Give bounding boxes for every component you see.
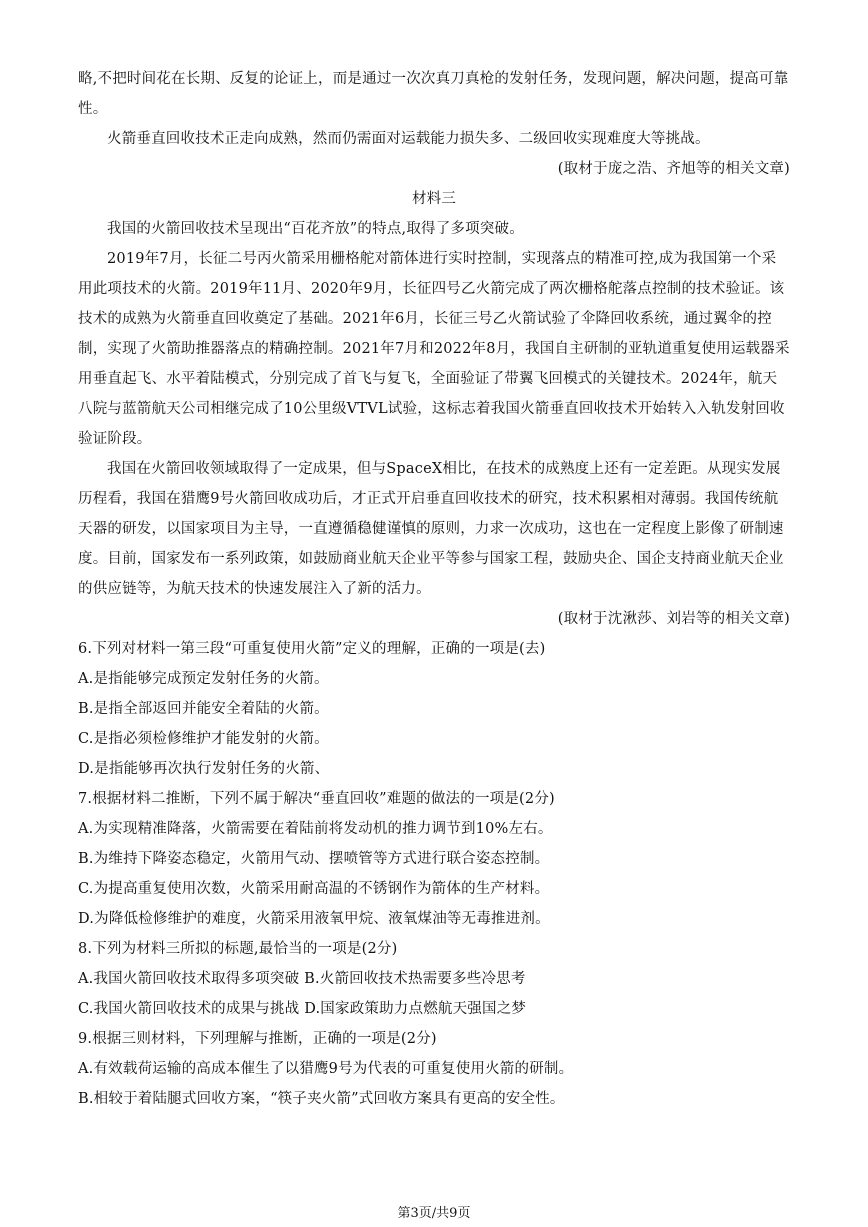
material2-conclusion: 火箭垂直回收技术正走向成熟，然而仍需面对运载能力损失多、二级回收实现难度大等挑战。 (107, 131, 710, 147)
question-8-options-ab: A.我国火箭回收技术取得多项突破 B.火箭回收技术热需要多些冷思考 (78, 971, 526, 987)
material3-paragraph: 我国的火箭回收技术呈现出“百花齐放”的特点,取得了多项突破。 (107, 221, 524, 237)
material3-paragraph: 我国在火箭回收领域取得了一定成果，但与SpaceX相比，在技术的成熟度上还有一定差距。从现实发展历程看，我国在猎鹰9号火箭回收成功后，才正式开启垂直回收技术的研究，技术积累相对薄弱。我国传统航天器的研发，以国家项目为主导，一直遵循稳健谨慎的原则，力求一次成功，这也在一定程度上影像了研制速度。目前，国家发布一系列政策，如鼓励商业航天企业平等参与国家工程，鼓励央企、国企支持商业航天企业的供应链等，为航天技术的快速发展注入了新的活力。 (78, 461, 784, 597)
page-content (78, 64, 790, 1114)
question-7-option-d: D.为降低检修维护的难度，火箭采用液氧甲烷、液氧煤油等无毒推进剂。 (78, 911, 550, 927)
question-7-option-c: C.为提高重复使用次数，火箭采用耐高温的不锈钢作为箭体的生产材料。 (78, 881, 550, 897)
question-8-stem: 8.下列为材料三所拟的标题,最恰当的一项是(2分) (78, 941, 398, 957)
question-7-option-b: B.为维持下降姿态稳定，火箭用气动、摆喷管等方式进行联合姿态控制。 (78, 851, 550, 867)
material3-paragraph: 2019年7月，长征二号丙火箭采用栅格舵对箭体进行实时控制，实现落点的精准可控,成为我国第一个采用此项技术的火箭。2019年11月、2020年9月，长征四号乙火箭完成了两次栅格舵落点控制的技术验证。该技术的成熟为火箭垂直回收奠定了基础。2021年6月，长征三号乙火箭试验了伞降回收系统，通过翼伞的控制，实现了火箭助推器落点的精确控制。2021年7月和2022年8月，我国自主研制的亚轨道重复使用运载器采用垂直起飞、水平着陆模式，分别完成了首飞与复飞，全面验证了带翼飞回模式的关键技术。2024年，航天八院与蓝箭航天公司相继完成了10公里级VTVL试验，这标志着我国火箭垂直回收技术开始转入入轨发射回收验证阶段。 (78, 251, 790, 447)
question-6-option-c: C.是指必须检修维护才能发射的火箭。 (78, 731, 329, 747)
material2-continuation: 略,不把时间花在长期、反复的论证上，而是通过一次次真刀真枪的发射任务，发现问题，解决问题，提高可靠性。 (78, 71, 789, 117)
question-9-stem: 9.根据三则材料，下列理解与推断，正确的一项是(2分) (78, 1031, 437, 1047)
material3-source: (取材于沈湫莎、刘岩等的相关文章) (557, 611, 790, 627)
material3-heading: 材料三 (411, 191, 457, 207)
question-7-option-a: A.为实现精准降落，火箭需要在着陆前将发动机的推力调节到10%左右。 (78, 821, 553, 837)
question-8-options-cd: C.我国火箭回收技术的成果与挑战 D.国家政策助力点燃航天强国之梦 (78, 1001, 527, 1017)
question-9-option-b: B.相较于着陆腿式回收方案，“筷子夹火箭”式回收方案具有更高的安全性。 (78, 1091, 565, 1107)
question-6-option-a: A.是指能够完成预定发射任务的火箭。 (78, 671, 329, 687)
question-9-option-a: A.有效载荷运输的高成本催生了以猎鹰9号为代表的可重复使用火箭的研制。 (78, 1061, 574, 1077)
page-number: 第3页/共9页 (397, 1206, 471, 1221)
question-6-stem: 6.下列对材料一第三段“可重复使用火箭”定义的理解，正确的一项是(去) (78, 641, 546, 657)
question-7-stem: 7.根据材料二推断，下列不属于解决“垂直回收”难题的做法的一项是(2分) (78, 791, 555, 807)
question-6-option-d: D.是指能够再次执行发射任务的火箭、 (78, 761, 330, 777)
material2-source: (取材于庞之浩、齐旭等的相关文章) (557, 161, 790, 177)
question-6-option-b: B.是指全部返回并能安全着陆的火箭。 (78, 701, 329, 717)
